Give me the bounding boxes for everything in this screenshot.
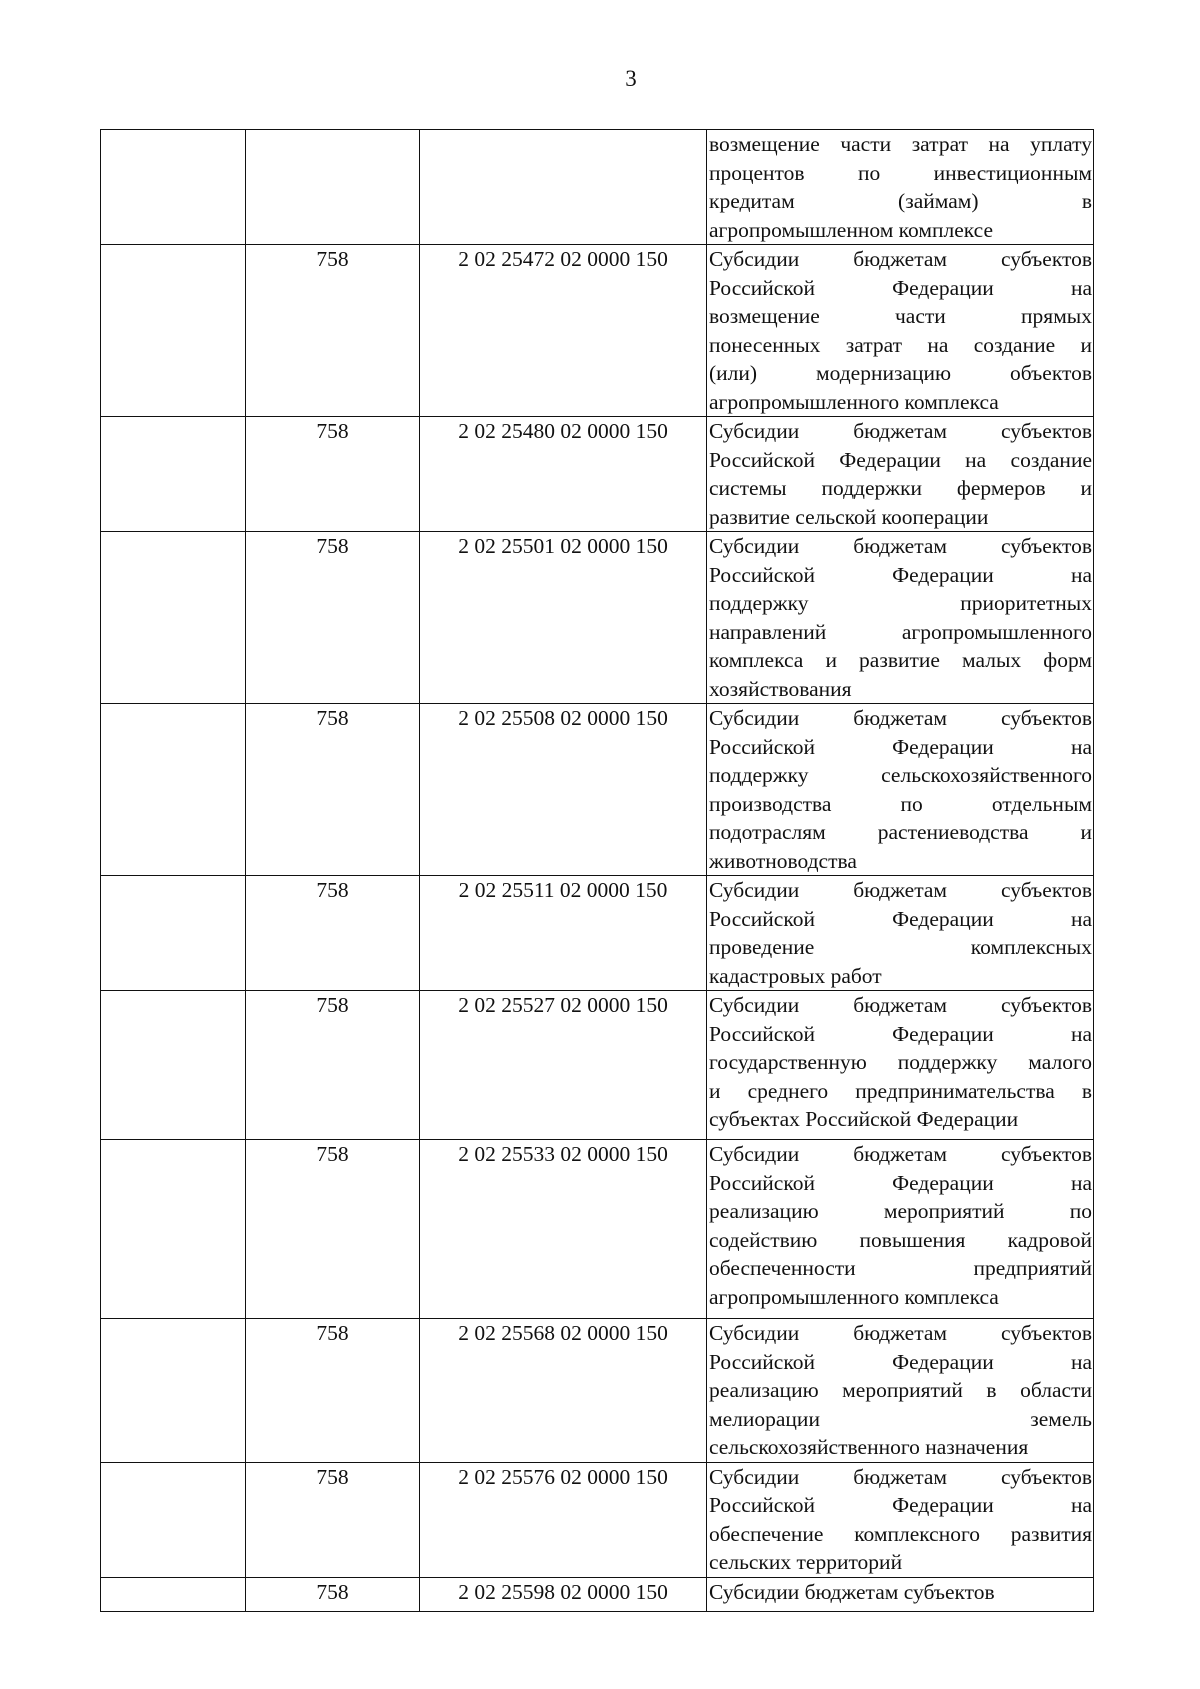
blank-cell bbox=[101, 130, 246, 245]
blank-cell bbox=[101, 1577, 246, 1611]
description-line: Субсидии бюджетам субъектов bbox=[709, 993, 1092, 1017]
description-cell bbox=[707, 1577, 1094, 1611]
description-line: Российской Федерации на bbox=[709, 1021, 1092, 1046]
table-row bbox=[101, 1140, 1094, 1319]
table-row bbox=[101, 532, 1094, 704]
description-line: (или) модернизацию объектов bbox=[709, 361, 1092, 385]
description-line: обеспеченности предприятий bbox=[709, 1256, 1092, 1280]
description-line: сельских территорий bbox=[709, 1550, 903, 1574]
blank-cell bbox=[101, 532, 246, 704]
description-line: животноводства bbox=[709, 848, 857, 873]
admin-code-cell: 758 bbox=[246, 245, 420, 417]
admin-code-cell: 758 bbox=[246, 876, 420, 991]
description-line: Субсидии бюджетам субъектов bbox=[709, 419, 1092, 443]
description-line: развитие сельской кооперации bbox=[709, 504, 989, 529]
table-row bbox=[101, 991, 1094, 1140]
description-line: поддержку сельскохозяйственного bbox=[709, 763, 1092, 787]
blank-cell bbox=[101, 417, 246, 532]
budget-code-cell bbox=[420, 130, 707, 245]
table-row bbox=[101, 1462, 1094, 1577]
description-line: реализацию мероприятий по bbox=[709, 1199, 1092, 1223]
description-line: Субсидии бюджетам субъектов bbox=[709, 878, 1092, 902]
admin-code-cell: 758 bbox=[246, 417, 420, 532]
budget-code-cell: 2 02 25568 02 0000 150 bbox=[420, 1319, 707, 1463]
description-line: возмещение части затрат на уплату bbox=[709, 132, 1092, 156]
description-line: Субсидии бюджетам субъектов bbox=[709, 706, 1092, 730]
table-row bbox=[101, 417, 1094, 532]
blank-cell bbox=[101, 245, 246, 417]
admin-code-cell: 758 bbox=[246, 1462, 420, 1577]
description-line: проведение комплексных bbox=[709, 935, 1092, 959]
description-cell bbox=[707, 876, 1094, 991]
description-line: Российской Федерации на bbox=[709, 734, 1092, 759]
description-line: Субсидии бюджетам субъектов bbox=[709, 534, 1092, 558]
description-cell bbox=[707, 1319, 1094, 1463]
description-line: комплекса и развитие малых форм bbox=[709, 648, 1092, 672]
blank-cell bbox=[101, 991, 246, 1140]
admin-code-cell: 758 bbox=[246, 1577, 420, 1611]
blank-cell bbox=[101, 1140, 246, 1319]
description-line: государственную поддержку малого bbox=[709, 1050, 1092, 1074]
admin-code-cell: 758 bbox=[246, 991, 420, 1140]
admin-code-cell: 758 bbox=[246, 1319, 420, 1463]
description-line: кредитам (займам) в bbox=[709, 189, 1092, 213]
description-line: содействию повышения кадровой bbox=[709, 1227, 1092, 1252]
description-cell bbox=[707, 532, 1094, 704]
description-line: производства по отдельным bbox=[709, 791, 1092, 816]
table-row bbox=[101, 130, 1094, 245]
description-cell bbox=[707, 417, 1094, 532]
description-line: Российской Федерации на bbox=[709, 1349, 1092, 1374]
description-line: Российской Федерации на bbox=[709, 906, 1092, 931]
description-line: понесенных затрат на создание и bbox=[709, 332, 1092, 357]
table-row bbox=[101, 704, 1094, 876]
description-line: Субсидии бюджетам субъектов bbox=[709, 247, 1092, 271]
description-line: и среднего предпринимательства в bbox=[709, 1078, 1092, 1103]
admin-code-cell: 758 bbox=[246, 1140, 420, 1319]
description-line: возмещение части прямых bbox=[709, 304, 1092, 328]
description-line: хозяйствования bbox=[709, 676, 852, 701]
budget-code-cell: 2 02 25472 02 0000 150 bbox=[420, 245, 707, 417]
table-body bbox=[101, 130, 1094, 1612]
description-line: процентов по инвестиционным bbox=[709, 160, 1092, 185]
table-row bbox=[101, 1577, 1094, 1611]
description-line: Субсидии бюджетам субъектов bbox=[709, 1142, 1092, 1166]
budget-code-cell: 2 02 25508 02 0000 150 bbox=[420, 704, 707, 876]
description-line: агропромышленного комплекса bbox=[709, 389, 999, 414]
description-line: системы поддержки фермеров и bbox=[709, 476, 1092, 500]
description-line: Российской Федерации на создание bbox=[709, 447, 1092, 472]
description-line: Российской Федерации на bbox=[709, 275, 1092, 300]
budget-codes-table bbox=[100, 129, 1094, 1612]
description-line: агропромышленном комплексе bbox=[709, 217, 994, 242]
description-line: субъектах Российской Федерации bbox=[709, 1107, 1019, 1131]
description-cell bbox=[707, 704, 1094, 876]
description-cell bbox=[707, 245, 1094, 417]
budget-code-cell: 2 02 25527 02 0000 150 bbox=[420, 991, 707, 1140]
blank-cell bbox=[101, 1462, 246, 1577]
description-line: обеспечение комплексного развития bbox=[709, 1521, 1092, 1546]
budget-code-cell: 2 02 25511 02 0000 150 bbox=[420, 876, 707, 991]
description-cell bbox=[707, 991, 1094, 1140]
description-line: Российской Федерации на bbox=[709, 1493, 1092, 1517]
admin-code-cell: 758 bbox=[246, 704, 420, 876]
budget-code-cell: 2 02 25480 02 0000 150 bbox=[420, 417, 707, 532]
description-cell bbox=[707, 1140, 1094, 1319]
description-line: поддержку приоритетных bbox=[709, 591, 1092, 615]
blank-cell bbox=[101, 704, 246, 876]
budget-code-cell: 2 02 25598 02 0000 150 bbox=[420, 1577, 707, 1611]
budget-code-cell: 2 02 25576 02 0000 150 bbox=[420, 1462, 707, 1577]
description-line: Субсидии бюджетам субъектов bbox=[709, 1464, 1092, 1489]
table-row bbox=[101, 245, 1094, 417]
description-line: Российской Федерации на bbox=[709, 562, 1092, 587]
budget-code-cell: 2 02 25533 02 0000 150 bbox=[420, 1140, 707, 1319]
description-cell bbox=[707, 1462, 1094, 1577]
description-line: подотраслям растениеводства и bbox=[709, 820, 1092, 844]
budget-code-cell: 2 02 25501 02 0000 150 bbox=[420, 532, 707, 704]
description-line: Российской Федерации на bbox=[709, 1170, 1092, 1195]
description-cell bbox=[707, 130, 1094, 245]
page-number: 3 bbox=[625, 66, 637, 91]
blank-cell bbox=[101, 876, 246, 991]
description-line: агропромышленного комплекса bbox=[709, 1284, 999, 1309]
description-line: реализацию мероприятий в области bbox=[709, 1378, 1092, 1402]
description-line: направлений агропромышленного bbox=[709, 619, 1092, 644]
description-line: Субсидии бюджетам субъектов bbox=[709, 1321, 1092, 1345]
admin-code-cell: 758 bbox=[246, 532, 420, 704]
description-line: кадастровых работ bbox=[709, 963, 882, 988]
description-line: сельскохозяйственного назначения bbox=[709, 1435, 1029, 1459]
description-line: мелиорации земель bbox=[709, 1406, 1092, 1431]
table-row bbox=[101, 1319, 1094, 1463]
description-line: Субсидии бюджетам субъектов bbox=[709, 1579, 995, 1604]
table-row bbox=[101, 876, 1094, 991]
admin-code-cell bbox=[246, 130, 420, 245]
blank-cell bbox=[101, 1319, 246, 1463]
